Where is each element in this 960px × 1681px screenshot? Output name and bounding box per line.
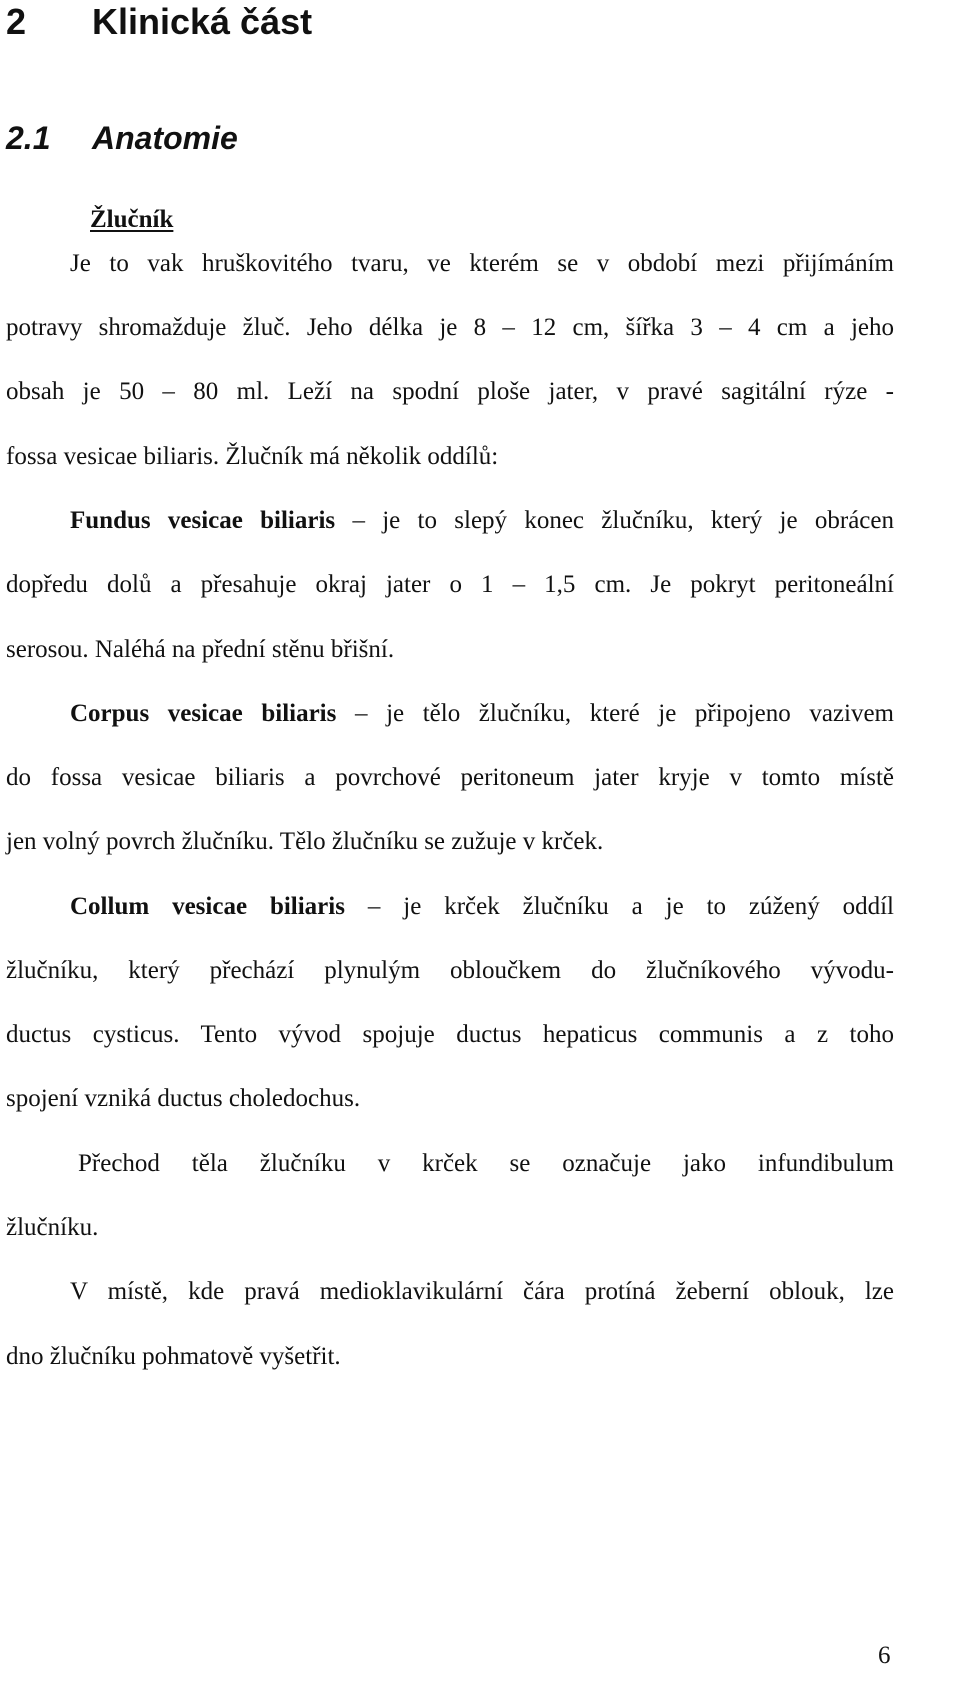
paragraph-line: potravy shromažduje žluč. Jeho délka je 8 – 12 cm, šířka 3 – 4 cm a jeho (6, 314, 894, 341)
paragraph-line: do fossa vesicae biliaris a povrchové peritoneum jater kryje v tomto místě (6, 764, 894, 791)
fundus-term: Fundus vesicae biliaris (70, 507, 336, 534)
paragraph-line: spojení vzniká ductus choledochus. (6, 1085, 361, 1112)
chapter-heading (6, 0, 312, 44)
fundus-text: – je to slepý konec žlučníku, který je obrácen (352, 507, 894, 534)
paragraph-line: V místě, kde pravá medioklavikulární čára protíná žeberní oblouk, lze (70, 1278, 894, 1305)
paragraph-line: žlučníku, který přechází plynulým obloučkem do žlučníkového vývodu- (6, 957, 894, 984)
collum-text: je krček žlučníku a je to zúžený oddíl (403, 893, 895, 920)
paragraph-line: serosou. Naléhá na přední stěnu břišní. (6, 636, 395, 663)
subheading-zlucnik: Žlučník (90, 206, 174, 233)
paragraph-line: obsah je 50 – 80 ml. Leží na spodní ploše jater, v pravé sagitální rýze - (6, 378, 894, 405)
fundus-line (70, 505, 894, 537)
collum-term: Collum vesicae biliaris (70, 893, 345, 920)
chapter-number: 2 (6, 1, 27, 42)
section-heading (6, 118, 238, 158)
paragraph-line: dopředu dolů a přesahuje okraj jater o 1 – 1,5 cm. Je pokryt peritoneální (6, 571, 894, 598)
section-number: 2.1 (6, 120, 51, 156)
collum-line (70, 891, 894, 923)
collum-dash: – (367, 893, 381, 920)
corpus-term: Corpus vesicae biliaris (70, 700, 337, 727)
page-number: 6 (878, 1642, 891, 1669)
chapter-title: Klinická část (92, 1, 313, 42)
paragraph-line: Přechod těla žlučníku v krček se označuje jako infundibulum (78, 1150, 894, 1177)
paragraph-line: fossa vesicae biliaris. Žlučník má několik oddílů: (6, 443, 499, 470)
section-title: Anatomie (92, 120, 238, 156)
paragraph-line: dno žlučníku pohmatově vyšetřit. (6, 1343, 341, 1370)
paragraph-line: Je to vak hruškovitého tvaru, ve kterém se v období mezi přijímáním (70, 250, 894, 277)
corpus-text: – je tělo žlučníku, které je připojeno vazivem (354, 700, 894, 727)
paragraph-line: jen volný povrch žlučníku. Tělo žlučníku se zužuje v krček. (6, 828, 604, 855)
paragraph-line: žlučníku. (6, 1214, 99, 1241)
corpus-line (70, 698, 894, 730)
paragraph-line: ductus cysticus. Tento vývod spojuje ductus hepaticus communis a z toho (6, 1021, 894, 1048)
